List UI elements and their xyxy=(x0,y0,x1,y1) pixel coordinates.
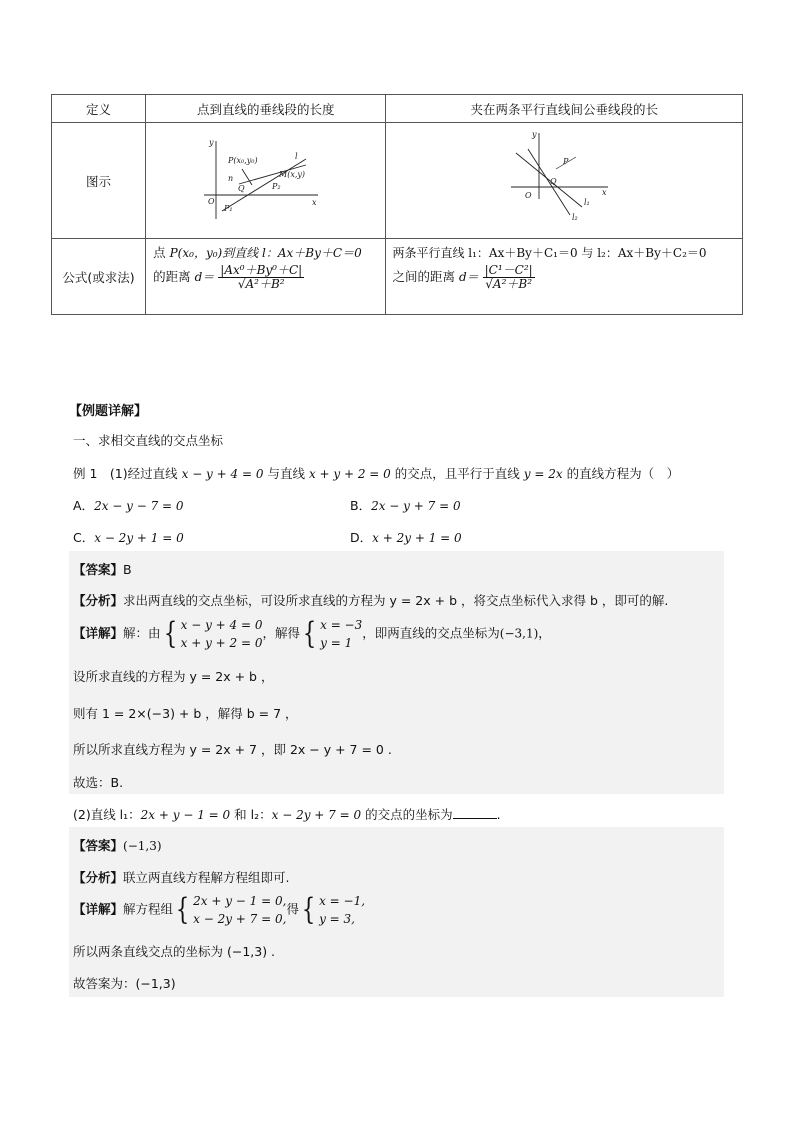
example1-step2: 设所求直线的方程为 y = 2x + b ， xyxy=(73,669,274,684)
example1-choose: 故选：B. xyxy=(73,775,124,790)
solution-system-1: x = −3 y = 1 xyxy=(320,618,363,650)
example2-question: (2)直线 l₁：2x + y − 1 = 0 和 l₂：x − 2y + 7 = 0 的交点的坐标为 . xyxy=(73,807,501,822)
definition-table xyxy=(51,94,743,315)
equation-system-2: 2x + y − 1 = 0, x − 2y + 7 = 0, xyxy=(193,894,287,926)
formula-parallel-line2: 之间的距离 d＝ $\frac{\text{|C¹－C²|}}{\text{√A²＋B²}}$ xyxy=(392,263,533,292)
figure-parallel-cell xyxy=(386,123,743,239)
option-a: A．2x − y − 7 = 0 xyxy=(73,498,184,513)
fig2-p-label: P xyxy=(563,157,569,166)
fig2-l2-label: l₂ xyxy=(572,213,579,222)
fig1-x-label: x xyxy=(312,198,317,207)
option-c: C．x − 2y + 1 = 0 xyxy=(73,530,184,545)
fig1-p2-label: P₂ xyxy=(272,182,281,191)
fig1-n-label: n xyxy=(228,174,234,183)
fig2-l1-label: l₁ xyxy=(584,198,591,207)
example2-detail: 【详解】解方程组{ 2x + y − 1 = 0, x − 2y + 7 = 0, 得{ x = −1, y = 3, xyxy=(73,892,366,927)
example2-final: 故答案为：(−1,3) xyxy=(73,976,176,991)
table-row-formula xyxy=(52,239,743,315)
fig2-x-label: x xyxy=(602,188,607,197)
header-point-line: 点到直线的垂线段的长度 xyxy=(146,95,386,123)
fig2-origin-label: O xyxy=(525,191,533,200)
option-d: D．x + 2y + 1 = 0 xyxy=(350,530,462,545)
formula-point-line-cell xyxy=(146,239,386,315)
example1-answer: 【答案】B xyxy=(73,562,132,577)
example1-analysis: 【分析】求出两直线的交点坐标，可设所求直线的方程为 y = 2x + b ，将交点坐标代入求得 b ，即可的解. xyxy=(73,593,669,608)
example2-step2: 所以两条直线交点的坐标为 (−1,3) . xyxy=(73,944,276,959)
formula-point-line-line2: 的距离 d＝ $\frac{\text{|Ax⁰＋By⁰＋C|}}{\text{√A²＋B²}}$ xyxy=(153,263,303,292)
parallel-lines-diagram xyxy=(386,123,740,235)
answer-blank xyxy=(453,806,497,819)
formula-point-line-line1: 点 P(x₀，y₀)到直线 l：Ax＋By＋C＝0 xyxy=(153,245,362,260)
fig1-p-label: P(x₀,y₀) xyxy=(228,156,258,165)
example1-step4: 所以所求直线方程为 y = 2x + 7 ，即 2x − y + 7 = 0 . xyxy=(73,742,392,757)
example2-answer: 【答案】(−1,3) xyxy=(73,838,162,853)
fig1-q-label: Q xyxy=(238,184,245,193)
formula-parallel-line1: 两条平行直线 l₁：Ax＋By＋C₁＝0 与 l₂：Ax＋By＋C₂＝0 xyxy=(392,246,707,260)
fig1-m-label: M(x,y) xyxy=(279,170,306,179)
section-title: 【例题详解】 xyxy=(69,404,148,419)
option-b: B．2x − y + 7 = 0 xyxy=(350,498,461,513)
example1-detail: 【详解】解：由{ x − y + 4 = 0 x + y + 2 = 0 ，解得{ x = −3 y = 1 ，即两直线的交点坐标为(−3,1)， xyxy=(73,616,551,651)
example1-question: 例 1 (1)经过直线 x − y + 4 = 0 与直线 x + y + 2 = 0 的交点，且平行于直线 y = 2x 的直线方程为（ ） xyxy=(73,466,680,481)
point-to-line-diagram xyxy=(146,123,384,235)
fig1-l-label: l xyxy=(295,152,298,161)
fig1-origin-label: O xyxy=(208,197,215,206)
figure-point-line-cell xyxy=(146,123,386,239)
header-parallel-lines: 夹在两条平行直线间公垂线段的长 xyxy=(386,95,743,123)
table-row-figure xyxy=(52,123,743,239)
solution-system-2: x = −1, y = 3, xyxy=(319,894,366,926)
equation-system-1: x − y + 4 = 0 x + y + 2 = 0 xyxy=(180,618,263,650)
fig2-y-label: y xyxy=(532,130,537,139)
parallel-distance-fraction: $\frac{\text{|C¹－C²|}}{\text{√A²＋B²}}$ xyxy=(484,263,533,292)
distance-fraction: $\frac{\text{|Ax⁰＋By⁰＋C|}}{\text{√A²＋B²}}$ xyxy=(220,263,303,292)
fig1-p1-label: P₁ xyxy=(224,204,233,213)
fig1-y-label: y xyxy=(209,138,214,147)
formula-parallel-cell xyxy=(386,239,743,315)
header-definition: 定义 xyxy=(52,95,146,123)
subsection-title: 一、求相交直线的交点坐标 xyxy=(73,433,224,448)
example1-step3: 则有 1 = 2×(−3) + b ，解得 b = 7 ， xyxy=(73,706,298,721)
table-header-row xyxy=(52,95,743,123)
fig2-q-label: Q xyxy=(550,177,558,186)
example2-analysis: 【分析】联立两直线方程解方程组即可. xyxy=(73,870,290,885)
row-label-figure: 图示 xyxy=(52,123,146,239)
row-label-formula: 公式(或求法) xyxy=(52,239,146,315)
